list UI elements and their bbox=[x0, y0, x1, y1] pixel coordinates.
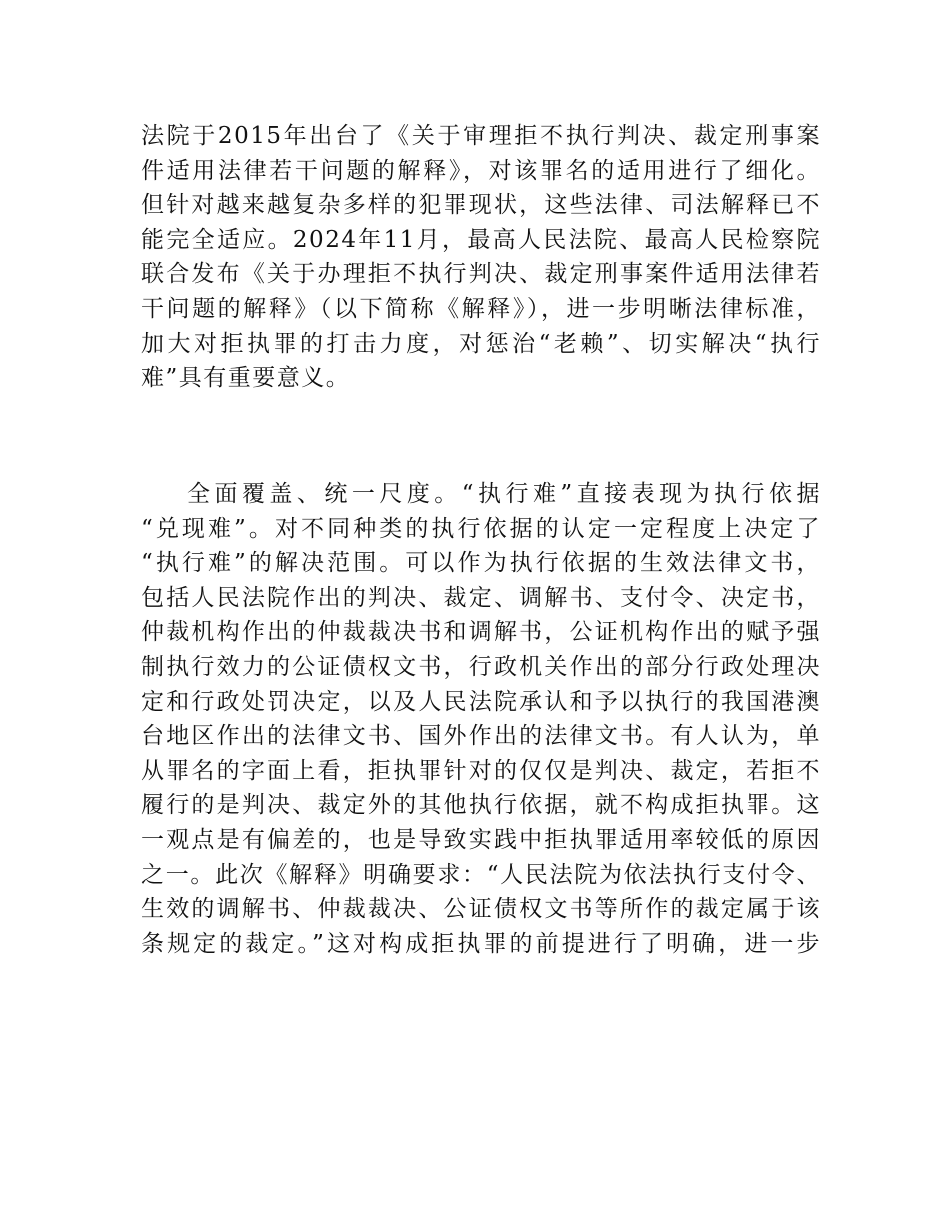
paragraph-line: “执行难”的解决范围。可以作为执行依据的生效法律文书， bbox=[141, 550, 821, 577]
paragraph-line: 件适用法律若干问题的解释》，对该罪名的适用进行了细化。 bbox=[141, 157, 821, 184]
paragraph-line: 加大对拒执罪的打击力度，对惩治“老赖”、切实解决“执行 bbox=[141, 330, 821, 357]
paragraph-line: 定和行政处罚决定，以及人民法院承认和予以执行的我国港澳 bbox=[141, 688, 821, 715]
paragraph-line: 难”具有重要意义。 bbox=[141, 365, 351, 392]
paragraph-line: 法院于2015年出台了《关于审理拒不执行判决、裁定刑事案 bbox=[141, 123, 821, 149]
paragraph-line: “兑现难”。对不同种类的执行依据的认定一定程度上决定了 bbox=[141, 515, 821, 542]
paragraph-line: 条规定的裁定。”这对构成拒执罪的前提进行了明确，进一步 bbox=[141, 930, 821, 957]
paragraph-line: 台地区作出的法律文书、国外作出的法律文书。有人认为，单 bbox=[141, 723, 821, 750]
paragraph-line: 履行的是判决、裁定外的其他执行依据，就不构成拒执罪。这 bbox=[141, 792, 821, 819]
paragraph-1 bbox=[141, 119, 821, 396]
paragraph-line: 制执行效力的公证债权文书，行政机关作出的部分行政处理决 bbox=[141, 653, 821, 680]
paragraph-line: 生效的调解书、仲裁裁决、公证债权文书等所作的裁定属于该 bbox=[141, 896, 821, 923]
paragraph-line: 仲裁机构作出的仲裁裁决书和调解书，公证机构作出的赋予强 bbox=[141, 619, 821, 646]
paragraph-line: 包括人民法院作出的判决、裁定、调解书、支付令、决定书， bbox=[141, 584, 821, 611]
paragraph-2 bbox=[141, 477, 821, 961]
paragraph-line: 但针对越来越复杂多样的犯罪现状，这些法律、司法解释已不 bbox=[141, 192, 821, 219]
paragraph-line: 联合发布《关于办理拒不执行判决、裁定刑事案件适用法律若 bbox=[141, 261, 821, 288]
paragraph-line: 一观点是有偏差的，也是导致实践中拒执罪适用率较低的原因 bbox=[141, 826, 821, 853]
paragraph-line: 干问题的解释》（以下简称《解释》），进一步明晰法律标准， bbox=[141, 295, 821, 322]
paragraph-line: 全面覆盖、统一尺度。“执行难”直接表现为执行依据 bbox=[187, 481, 821, 507]
paragraph-line: 能完全适应。2024年11月，最高人民法院、最高人民检察院 bbox=[141, 226, 821, 253]
paragraph-line: 之一。此次《解释》明确要求：“人民法院为依法执行支付令、 bbox=[141, 861, 821, 888]
paragraph-line: 从罪名的字面上看，拒执罪针对的仅仅是判决、裁定，若拒不 bbox=[141, 757, 821, 784]
